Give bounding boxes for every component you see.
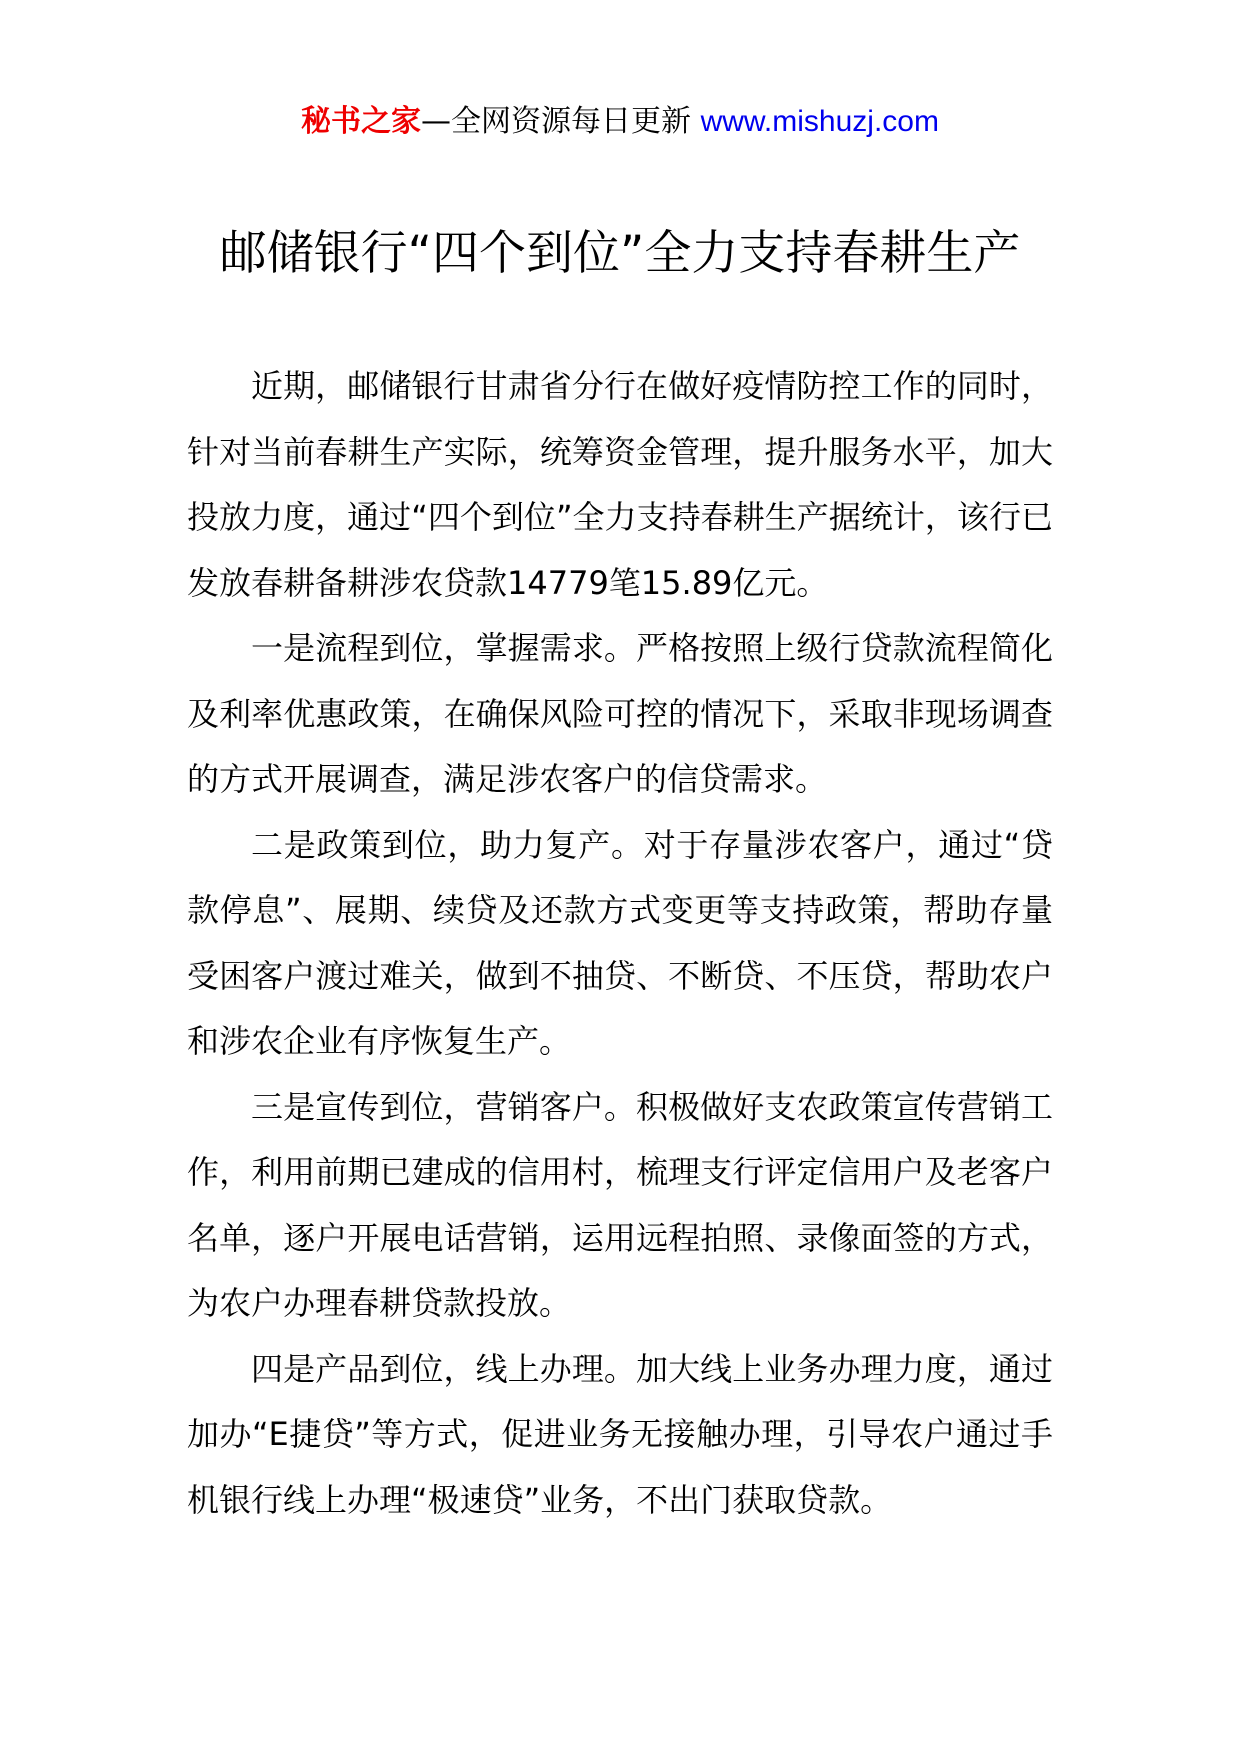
document-body xyxy=(187,354,1053,1533)
header-url-link[interactable]: www.mishuzj.com xyxy=(700,105,939,138)
paragraph-product: 四是产品到位，线上办理。加大线上业务办理力度，通过加办“E捷贷”等方式，促进业务无接触办理，引导农户通过手机银行线上办理“极速贷”业务，不出门获取贷款。 xyxy=(187,1349,1053,1519)
paragraph-process: 一是流程到位，掌握需求。严格按照上级行贷款流程简化及利率优惠政策，在确保风险可控的情况下，采取非现场调查的方式开展调查，满足涉农客户的信贷需求。 xyxy=(187,629,1053,798)
paragraph-intro: 近期，邮储银行甘肃省分行在做好疫情防控工作的同时，针对当前春耕生产实际，统筹资金管理，提升服务水平，加大投放力度，通过“四个到位”全力支持春耕生产据统计，该行已发放春耕备耕涉农贷款14779笔15.89亿元。 xyxy=(187,367,1053,602)
page-header xyxy=(0,100,1240,144)
header-tagline: —全网资源每日更新 xyxy=(421,104,692,139)
brand-name: 秘书之家 xyxy=(301,104,422,139)
paragraph-promotion: 三是宣传到位，营销客户。积极做好支农政策宣传营销工作，利用前期已建成的信用村，梳理支行评定信用户及老客户名单，逐户开展电话营销，运用远程拍照、录像面签的方式，为农户办理春耕贷款投放。 xyxy=(187,1087,1053,1322)
document-title: 邮储银行“四个到位”全力支持春耕生产 xyxy=(219,226,1021,281)
paragraph-policy: 二是政策到位，助力复产。对于存量涉农客户，通过“贷款停息”、展期、续贷及还款方式变更等支持政策，帮助存量受困客户渡过难关，做到不抽贷、不断贷、不压贷，帮助农户和涉农企业有序恢复生产。 xyxy=(187,825,1053,1060)
